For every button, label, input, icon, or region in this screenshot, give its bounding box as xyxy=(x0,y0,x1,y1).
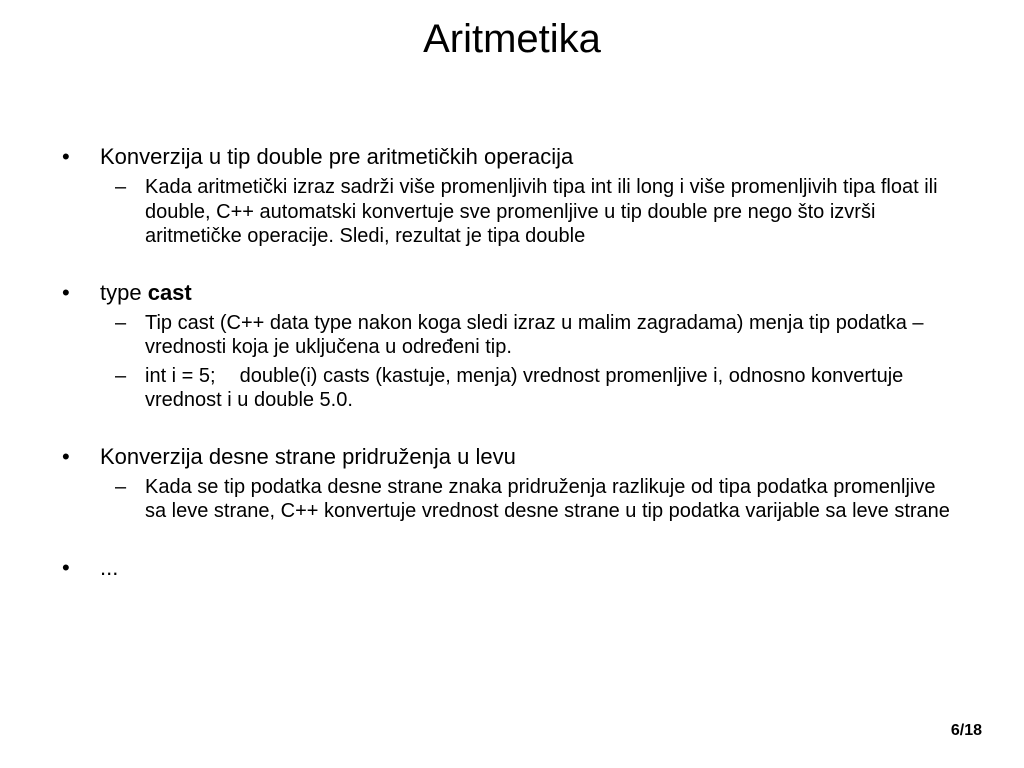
slide-content xyxy=(60,143,960,582)
dash-icon: – xyxy=(115,475,127,498)
bullet-item xyxy=(60,554,960,582)
bullet-text-bold: cast xyxy=(147,279,192,305)
sub-bullet-item xyxy=(60,311,960,360)
sub-bullet-item xyxy=(60,364,960,413)
bullet-text: ... xyxy=(100,554,119,580)
bullet-text: Konverzija desne strane pridruženja u levu xyxy=(100,443,516,469)
sub-bullet-item xyxy=(60,175,960,249)
slide-title: Aritmetika xyxy=(423,17,601,61)
sub-bullet-text: double(i) casts (kastuje, menja) vrednost promenljive i, odnosno konvertuje vrednost i u double 5.0. xyxy=(145,364,904,411)
sub-bullet-item xyxy=(60,475,960,524)
dash-icon: – xyxy=(115,311,127,334)
dash-icon: – xyxy=(115,176,127,198)
bullet-icon: • xyxy=(62,144,70,169)
sub-bullet-text: Kada se tip podatka desne strane znaka pridruženja razlikuje od tipa podatka promenljive sa leve strane, C++ konvertuje vrednost desne strane u tip podatka varijable sa leve strane xyxy=(145,475,950,522)
code-snippet: int i = 5; xyxy=(145,364,216,387)
bullet-icon: • xyxy=(62,279,70,305)
bullet-item xyxy=(60,143,960,171)
page-number: 6/18 xyxy=(950,722,982,739)
bullet-text-prefix: type xyxy=(100,279,148,305)
bullet-item xyxy=(60,443,960,471)
bullet-item xyxy=(60,279,960,307)
sub-bullet-text: Kada aritmetički izraz sadrži više promenljivih tipa int ili long i više promenljivih tipa float ili double, C++ automatski konvertuje sve promenljive u tip double pre nego što izvrši aritmetičke operacije. Sledi, rezultat je tipa double xyxy=(145,176,938,247)
bullet-icon: • xyxy=(62,554,70,580)
sub-bullet-text: Tip cast (C++ data type nakon koga sledi izraz u malim zagradama) menja tip podatka – vrednosti koja je uključena u određeni tip. xyxy=(145,311,924,358)
bullet-icon: • xyxy=(62,443,70,469)
bullet-text: Konverzija u tip double pre aritmetičkih operacija xyxy=(100,144,574,169)
dash-icon: – xyxy=(115,364,127,387)
